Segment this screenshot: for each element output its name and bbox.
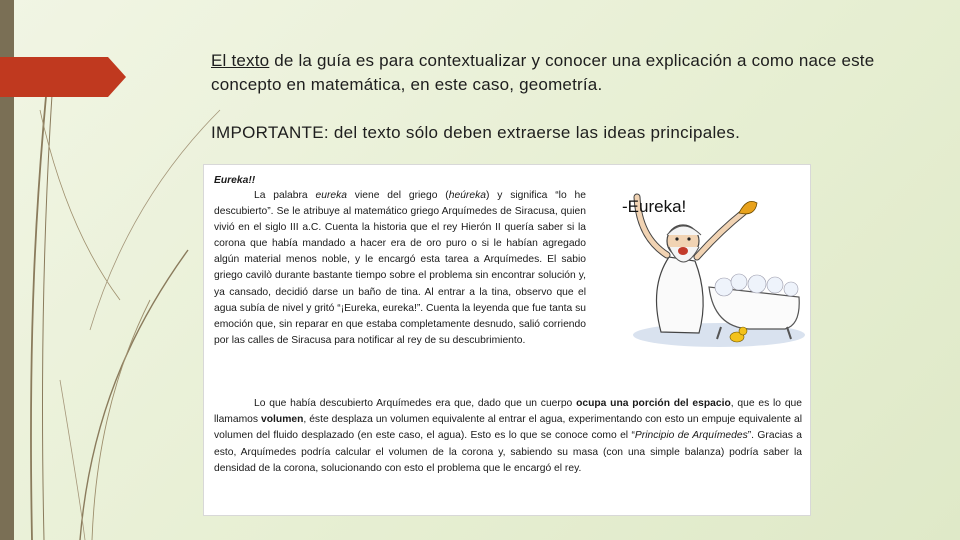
- intro-rest: de la guía es para contextualizar y conocer una explicación a como nace este concepto en matemática, en este caso, geometría.: [211, 51, 875, 94]
- important-note: IMPORTANTE: del texto sólo deben extraerse las ideas principales.: [211, 123, 741, 142]
- intro-underlined: El texto: [211, 51, 270, 70]
- eureka-paragraph-2: Lo que había descubierto Arquímedes era que, dado que un cuerpo ocupa una porción del espacio, que es lo que llamamos volumen, éste desplaza un volumen equivalente al entrar el agua, experimentando con esto un empuje equivalente al volumen del fluido desplazado (en este caso, el agua). Esto es lo que se conoce como el “Principio de Arquímedes”. Gracias a esto, Arquímedes podría calcular el volumen de la corona y, sabiendo su masa (con una simple balanza) podría saber la densidad de la corona, solucionando con esto el problema que le encargó el rey.: [214, 398, 802, 474]
- eureka-title: Eureka!!: [214, 175, 256, 186]
- illustration-caption: -Eureka!: [622, 197, 687, 216]
- red-arrow-tab: [0, 57, 126, 97]
- intro-text: [211, 49, 911, 97]
- eureka-paragraph-1: Eureka!! La palabra eureka viene del griego (heúreka) y significa “lo he descubierto”. Se le atribuye al matemático griego Arquímedes de Siracusa, quien vivió en el siglo III a.C. Cuenta la historia que el rey Hierón II quería saber si la corona que había mandado a hacer era de oro puro o si le habían agregado algún material menos noble, y le encargó esta tarea a Arquímedes. El sabio griego cavilò durante bastante tiempo sobre el problema sin encontrar solución y, ya cansado, decidió darse un baño de tina. Al entrar a la tina, observo que el agua subía de nivel y gritó “¡Eureka, eureka!”. Cuenta la leyenda que fue tanta su emoción que, sin reparar en que estaba completamente desnudo, salió corriendo por las calles de Siracusa para notificar al rey de su descubrimiento.: [214, 175, 586, 346]
- eureka-card: [204, 165, 810, 515]
